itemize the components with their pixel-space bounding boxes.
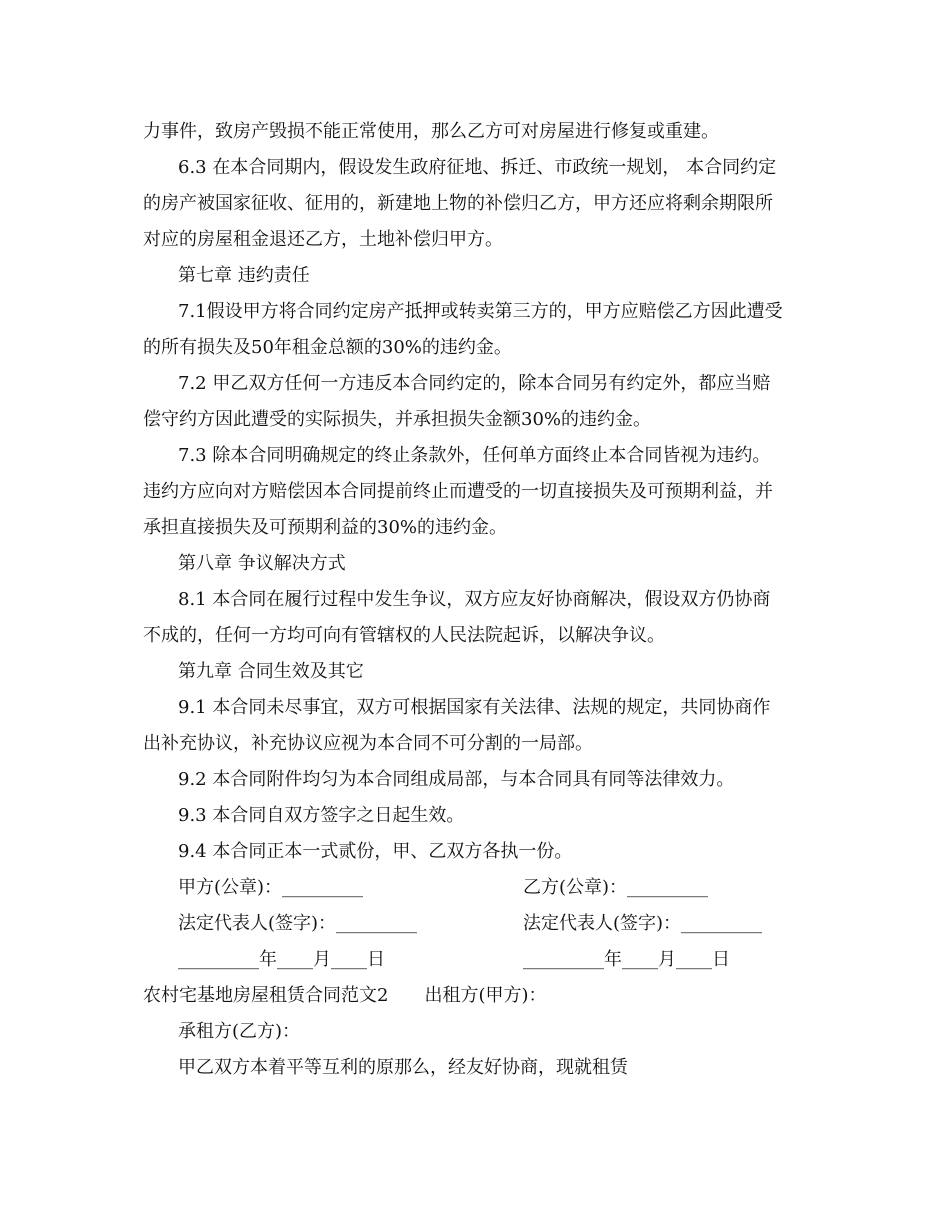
next-document-header [143, 978, 813, 1014]
paragraph-line: 7.2 甲乙双方任何一方违反本合同约定的，除本合同另有约定外，都应当赔 [178, 373, 771, 394]
chapter-heading: 第八章 争议解决方式 [178, 553, 346, 574]
paragraph-line: 力事件，致房产毁损不能正常使用，那么乙方可对房屋进行修复或重建。 [143, 121, 719, 142]
paragraph-line: 6.3 在本合同期内，假设发生政府征地、拆迁、市政统一规划， 本合同约定 [178, 157, 777, 178]
paragraph-line: 违约方应向对方赔偿因本合同提前终止而遭受的一切直接损失及可预期利益，并 [143, 481, 773, 502]
next-document-title: 农村宅基地房屋租赁合同范文2 [143, 985, 389, 1006]
paragraph-line: 7.1假设甲方将合同约定房产抵押或转卖第三方的，甲方应赔偿乙方因此遭受 [178, 301, 783, 322]
paragraph-line: 偿守约方因此遭受的实际损失，并承担损失金额30%的违约金。 [143, 409, 652, 430]
paragraph-line: 的房产被国家征收、征用的，新建地上物的补偿归乙方，甲方还应将剩余期限所 [143, 193, 773, 214]
paragraph-line: 9.2 本合同附件均匀为本合同组成局部，与本合同具有同等法律效力。 [178, 769, 735, 790]
paragraph-line: 9.4 本合同正本一式贰份，甲、乙双方各执一份。 [178, 841, 573, 862]
lessor-label: 出租方(甲方)： [424, 985, 547, 1006]
paragraph-line: 不成的，任何一方均可向有管辖权的人民法院起诉，以解决争议。 [143, 625, 665, 646]
party-b-date-field: _________年____月____日 [523, 949, 730, 970]
chapter-heading: 第九章 合同生效及其它 [178, 661, 364, 682]
paragraph-line: 对应的房屋租金退还乙方，土地补偿归甲方。 [143, 229, 503, 250]
paragraph-line: 的所有损失及50年租金总额的30%的违约金。 [143, 337, 512, 358]
paragraph-line: 承担直接损失及可预期利益的30%的违约金。 [143, 517, 508, 538]
party-b-representative-field: 法定代表人(签字)：_________ [523, 913, 763, 934]
party-b-seal-field: 乙方(公章)：_________ [523, 877, 709, 898]
chapter-heading: 第七章 违约责任 [178, 265, 310, 286]
party-a-date-field: _________年____月____日 [178, 949, 385, 970]
paragraph-line: 出补充协议，补充协议应视为本合同不可分割的一局部。 [143, 733, 593, 754]
paragraph-line: 8.1 本合同在履行过程中发生争议，双方应友好协商解决，假设双方仍协商 [178, 589, 771, 610]
party-a-seal-field: 甲方(公章)：_________ [178, 877, 364, 898]
paragraph-line: 7.3 除本合同明确规定的终止条款外，任何单方面终止本合同皆视为违约。 [178, 445, 771, 466]
paragraph-line: 甲乙双方本着平等互利的原那么，经友好协商，现就租赁 [178, 1057, 628, 1078]
paragraph-line: 9.1 本合同未尽事宜，双方可根据国家有关法律、法规的规定，共同协商作 [178, 697, 771, 718]
lessee-label: 承租方(乙方)： [178, 1021, 301, 1042]
paragraph-line: 9.3 本合同自双方签字之日起生效。 [178, 805, 465, 826]
party-a-representative-field: 法定代表人(签字)：_________ [178, 913, 418, 934]
